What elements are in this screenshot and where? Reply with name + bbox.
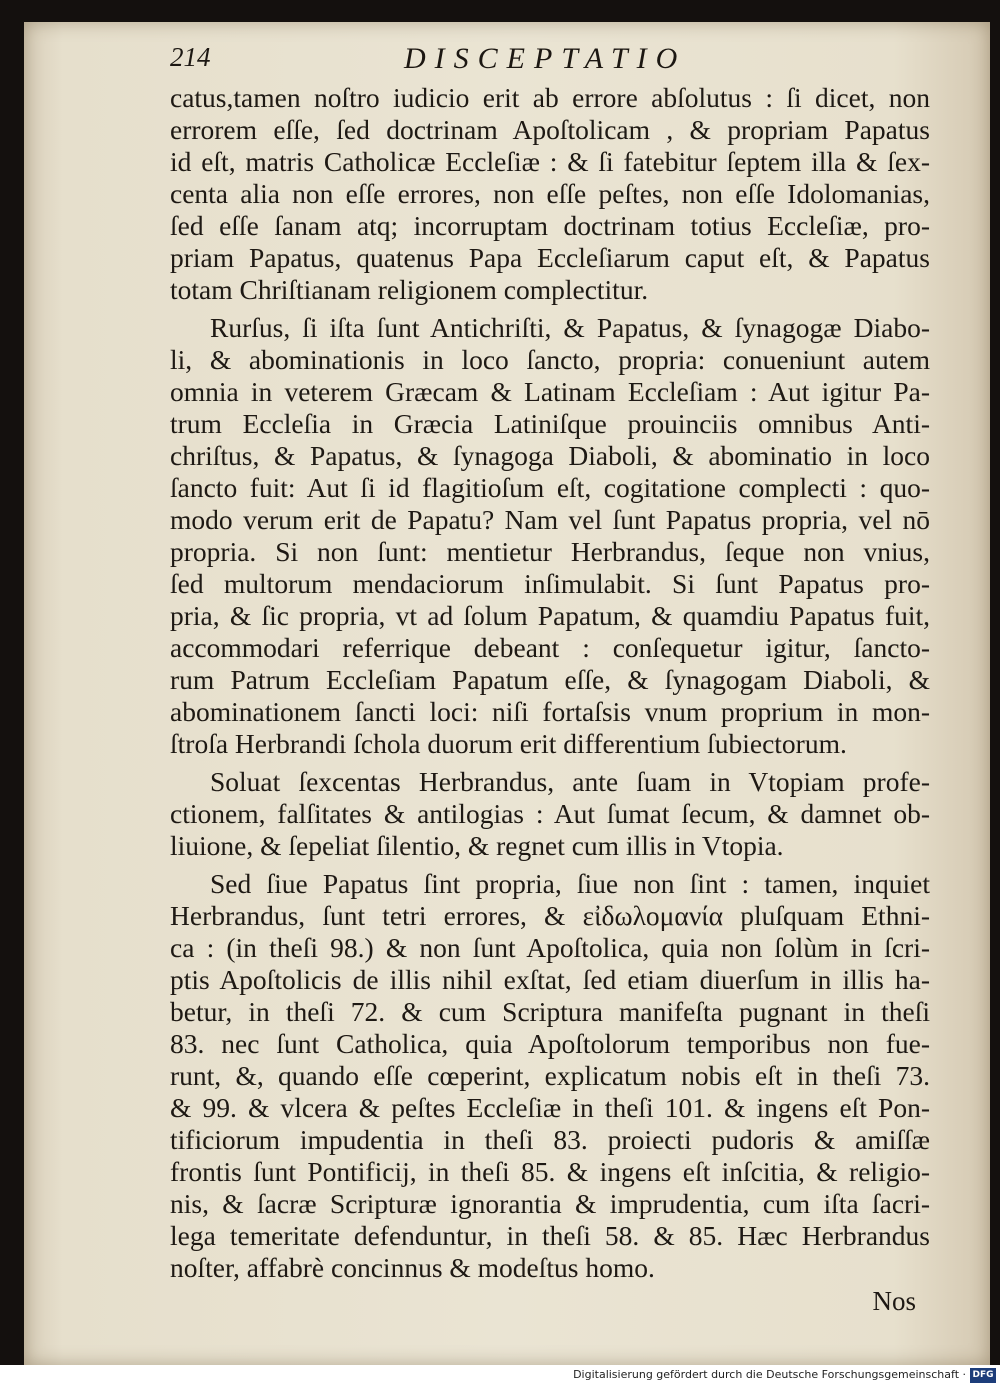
text-line: abominationem ſancti loci: niſi fortaſsis vnum proprium in mon- xyxy=(170,696,930,727)
text-line: priam Papatus, quatenus Papa Eccleſiarum caput eſt, & Papatus xyxy=(170,242,930,273)
body-text xyxy=(170,82,930,1284)
text-line: li, & abominationis in loco ſancto, propria: conueniunt autem xyxy=(170,344,930,375)
text-line: nis, & ſacræ Scripturæ ignorantia & imprudentia, cum iſta ſacri- xyxy=(170,1188,930,1219)
page-header xyxy=(170,42,930,82)
text-line: noſter, affabrè concinnus & modeſtus homo. xyxy=(170,1252,655,1283)
footer-credit: Digitalisierung gefördert durch die Deutsche Forschungsgemeinschaft · xyxy=(573,1368,966,1381)
text-line: ſed multorum mendaciorum inſimulabit. Si ſunt Papatus pro- xyxy=(170,568,930,599)
text-line: & 99. & vlcera & peſtes Eccleſiæ in theſi 101. & ingens eſt Pon- xyxy=(170,1092,930,1123)
paragraph xyxy=(170,868,930,1284)
running-head: DISCEPTATIO xyxy=(404,42,687,75)
text-line: ptis Apoſtolicis de illis nihil exſtat, ſed etiam diuerſum in illis ha- xyxy=(170,964,930,995)
text-line: modo verum erit de Papatu? Nam vel ſunt Papatus propria, vel nō xyxy=(170,504,930,535)
text-line: 83. nec ſunt Catholica, quia Apoſtolorum temporibus non fue- xyxy=(170,1028,930,1059)
text-line: Soluat ſexcentas Herbrandus, ante ſuam in Vtopiam profe- xyxy=(210,766,930,797)
text-line: betur, in theſi 72. & cum Scriptura manifeſta pugnant in theſi xyxy=(170,996,930,1027)
text-line: ſed eſſe ſanam atq; incorruptam doctrinam totius Eccleſiæ, pro- xyxy=(170,210,930,241)
text-line: tificiorum impudentia in theſi 83. proiecti pudoris & amiſſæ xyxy=(170,1124,930,1155)
digitization-footer xyxy=(0,1365,1000,1387)
text-line: chriſtus, & Papatus, & ſynagoga Diaboli, & abominatio in loco xyxy=(170,440,930,471)
text-line: rum Patrum Eccleſiam Papatum eſſe, & ſynagogam Diaboli, & xyxy=(170,664,930,695)
text-line: ſtroſa Herbrandi ſchola duorum erit differentium ſubiectorum. xyxy=(170,728,847,759)
text-line: ſancto fuit: Aut ſi id flagitioſum eſt, cogitatione complecti : quo- xyxy=(170,472,930,503)
text-line: totam Chriſtianam religionem complectitur. xyxy=(170,274,649,305)
text-line: propria. Si non ſunt: mentietur Herbrandus, ſeque non vnius, xyxy=(170,536,930,567)
catchword: Nos xyxy=(872,1286,916,1316)
text-line: lega temeritate defenduntur, in theſi 58. & 85. Hæc Herbrandus xyxy=(170,1220,930,1251)
text-line: ctionem, falſitates & antilogias : Aut ſumat ſecum, & damnet ob- xyxy=(170,798,930,829)
text-line: errorem eſſe, ſed doctrinam Apoſtolicam , & propriam Papatus xyxy=(170,114,930,145)
text-line: centa alia non eſſe errores, non eſſe peſtes, non eſſe Idolomanias, xyxy=(170,178,930,209)
text-line: frontis ſunt Pontificij, in theſi 85. & ingens eſt inſcitia, & religio- xyxy=(170,1156,930,1187)
paragraph xyxy=(170,312,930,760)
text-line: Sed ſiue Papatus ſint propria, ſiue non ſint : tamen, inquiet xyxy=(210,868,930,899)
page-number: 214 xyxy=(170,42,211,72)
text-line: pria, & ſic propria, vt ad ſolum Papatum, & quamdiu Papatus fuit, xyxy=(170,600,930,631)
text-line: Rurſus, ſi iſta ſunt Antichriſti, & Papatus, & ſynagogæ Diabo- xyxy=(210,312,930,343)
text-line: trum Eccleſia in Græcia Latiniſque prouinciis omnibus Anti- xyxy=(170,408,930,439)
text-line: id eſt, matris Catholicæ Eccleſiæ : & ſi fatebitur ſeptem illa & ſex- xyxy=(170,146,930,177)
text-line: liuione, & ſepeliat ſilentio, & regnet cum illis in Vtopia. xyxy=(170,830,784,861)
paragraph xyxy=(170,82,930,306)
text-line: accommodari referrique debeant : conſequetur igitur, ſancto- xyxy=(170,632,930,663)
text-line: omnia in veterem Græcam & Latinam Eccleſiam : Aut igitur Pa- xyxy=(170,376,930,407)
paragraph xyxy=(170,766,930,862)
text-line: Herbrandus, ſunt tetri errores, & εἰδωλομανία pluſquam Ethni- xyxy=(170,900,930,931)
text-line: runt, &, quando eſſe cœperint, explicatum nobis eſt in theſi 73. xyxy=(170,1060,930,1091)
text-line: catus,tamen noſtro iudicio erit ab errore abſolutus : ſi dicet, non xyxy=(170,82,930,113)
dfg-logo: DFG xyxy=(970,1368,996,1383)
text-line: ca : (in theſi 98.) & non ſunt Apoſtolica, quia non ſolùm in ſcri- xyxy=(170,932,930,963)
